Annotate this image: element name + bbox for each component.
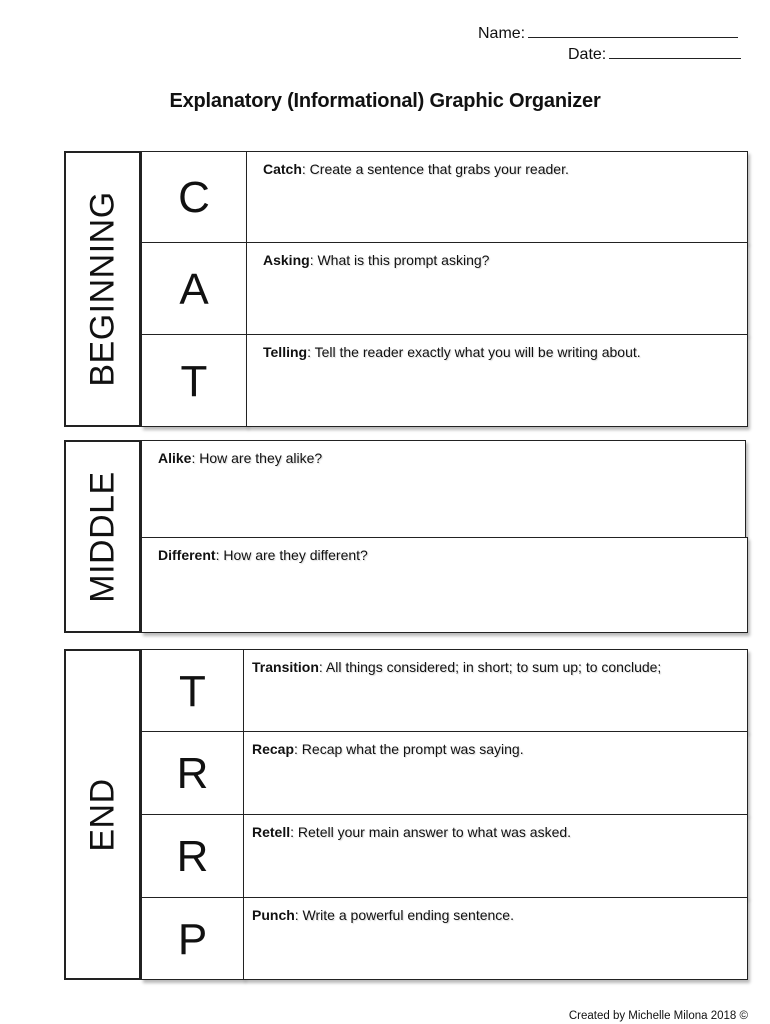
- different-text: : How are they different?: [215, 547, 368, 563]
- different-term: Different: [158, 547, 216, 563]
- catch-text: : Create a sentence that grabs your reader.: [301, 161, 569, 177]
- letter-cell-p: [141, 897, 244, 980]
- asking-box[interactable]: [246, 242, 748, 335]
- middle-label: MIDDLE: [83, 470, 121, 603]
- footer-credit: Created by Michelle Milona 2018 ©: [568, 1010, 748, 1022]
- alike-box[interactable]: [141, 440, 746, 538]
- date-label: Date:: [568, 46, 607, 63]
- asking-term: Asking: [263, 252, 310, 268]
- transition-term: Transition: [252, 659, 319, 675]
- letter-cell-t2: [141, 649, 244, 732]
- transition-box[interactable]: [243, 649, 748, 732]
- catch-term: Catch: [263, 161, 302, 177]
- alike-term: Alike: [158, 450, 192, 466]
- letter-r-retell: R: [176, 831, 209, 881]
- alike-text: : How are they alike?: [191, 450, 323, 466]
- end-label: END: [83, 777, 121, 852]
- retell-text: : Retell your main answer to what was asked.: [290, 824, 572, 840]
- punch-term: Punch: [252, 907, 295, 923]
- telling-term: Telling: [263, 344, 308, 360]
- telling-box[interactable]: [246, 334, 748, 427]
- end-section: [64, 649, 748, 980]
- letter-cell-r1: [141, 731, 244, 815]
- letter-cell-r2: [141, 814, 244, 898]
- beginning-label-cell: [64, 151, 141, 427]
- letter-a: A: [179, 264, 209, 314]
- catch-box[interactable]: [246, 151, 748, 243]
- letter-c: C: [178, 172, 210, 222]
- letter-t: T: [180, 356, 208, 406]
- asking-text: : What is this prompt asking?: [309, 252, 490, 268]
- punch-text: : Write a powerful ending sentence.: [294, 907, 514, 923]
- recap-text: : Recap what the prompt was saying.: [294, 741, 524, 757]
- telling-text: : Tell the reader exactly what you will be writing about.: [307, 344, 641, 360]
- letter-t-transition: T: [179, 666, 206, 716]
- name-label: Name:: [478, 25, 526, 42]
- name-blank-line[interactable]: [528, 24, 738, 38]
- letter-cell-a: [141, 242, 247, 335]
- letter-cell-t: [141, 334, 247, 427]
- letter-r-recap: R: [176, 748, 209, 798]
- middle-section: [64, 440, 748, 633]
- punch-box[interactable]: [243, 897, 748, 980]
- beginning-label: BEGINNING: [83, 191, 121, 387]
- recap-term: Recap: [252, 741, 295, 757]
- date-blank-line[interactable]: [609, 45, 741, 59]
- middle-label-cell: [64, 440, 141, 633]
- different-box[interactable]: [141, 537, 748, 633]
- beginning-section: [64, 151, 748, 427]
- page-title: Explanatory (Informational) Graphic Organizer: [169, 90, 601, 112]
- retell-box[interactable]: [243, 814, 748, 898]
- end-label-cell: [64, 649, 141, 980]
- transition-text: : All things considered; in short; to sum up; to conclude;: [318, 659, 662, 675]
- recap-box[interactable]: [243, 731, 748, 815]
- name-field[interactable]: [478, 24, 738, 43]
- letter-p: P: [177, 914, 208, 964]
- retell-term: Retell: [252, 824, 291, 840]
- letter-cell-c: [141, 151, 247, 243]
- date-field[interactable]: [568, 45, 741, 64]
